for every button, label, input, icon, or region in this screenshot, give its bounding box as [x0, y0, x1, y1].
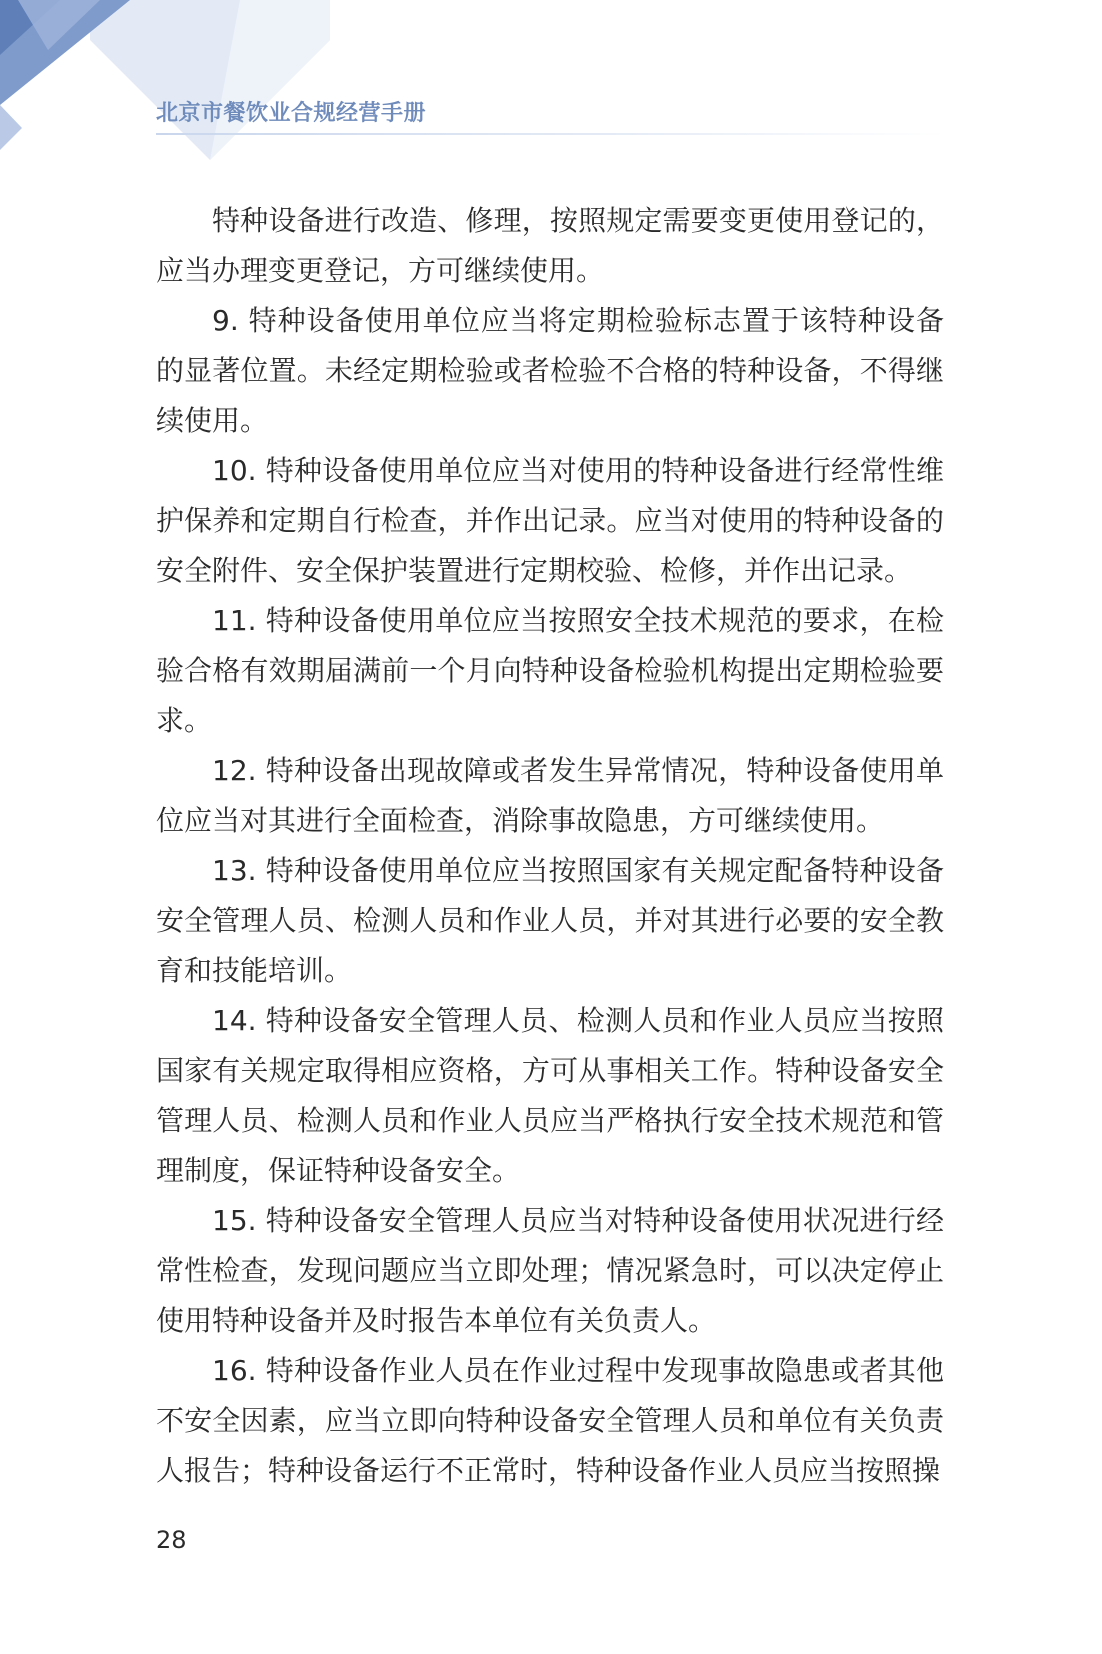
paragraph-item-16: 16. 特种设备作业人员在作业过程中发现事故隐患或者其他不安全因素，应当立即向特种设备安全管理人员和单位有关负责人报告；特种设备运行不正常时，特种设备作业人员应当按照操	[156, 1354, 944, 1487]
paragraph-item-10: 10. 特种设备使用单位应当对使用的特种设备进行经常性维护保养和定期自行检查，并作出记录。应当对使用的特种设备的安全附件、安全保护装置进行定期校验、检修，并作出记录。	[156, 454, 944, 587]
header-divider	[156, 133, 946, 135]
body-text	[156, 196, 944, 1496]
paragraph-continued: 特种设备进行改造、修理，按照规定需要变更使用登记的，应当办理变更登记，方可继续使用。	[156, 204, 944, 287]
running-header-title: 北京市餐饮业合规经营手册	[156, 101, 427, 126]
paragraph-item-15: 15. 特种设备安全管理人员应当对特种设备使用状况进行经常性检查，发现问题应当立即处理；情况紧急时，可以决定停止使用特种设备并及时报告本单位有关负责人。	[156, 1204, 944, 1337]
paragraph-item-12: 12. 特种设备出现故障或者发生异常情况，特种设备使用单位应当对其进行全面检查，消除事故隐患，方可继续使用。	[156, 754, 944, 837]
corner-decoration	[0, 0, 360, 180]
paragraph-item-11: 11. 特种设备使用单位应当按照安全技术规范的要求，在检验合格有效期届满前一个月向特种设备检验机构提出定期检验要求。	[156, 604, 944, 737]
paragraph-item-9: 9. 特种设备使用单位应当将定期检验标志置于该特种设备的显著位置。未经定期检验或者检验不合格的特种设备，不得继续使用。	[156, 304, 944, 437]
paragraph-item-14: 14. 特种设备安全管理人员、检测人员和作业人员应当按照国家有关规定取得相应资格，方可从事相关工作。特种设备安全管理人员、检测人员和作业人员应当严格执行安全技术规范和管理制度，保证特种设备安全。	[156, 1004, 944, 1187]
page-number: 28	[156, 1526, 187, 1554]
paragraph-item-13: 13. 特种设备使用单位应当按照国家有关规定配备特种设备安全管理人员、检测人员和作业人员，并对其进行必要的安全教育和技能培训。	[156, 854, 944, 987]
